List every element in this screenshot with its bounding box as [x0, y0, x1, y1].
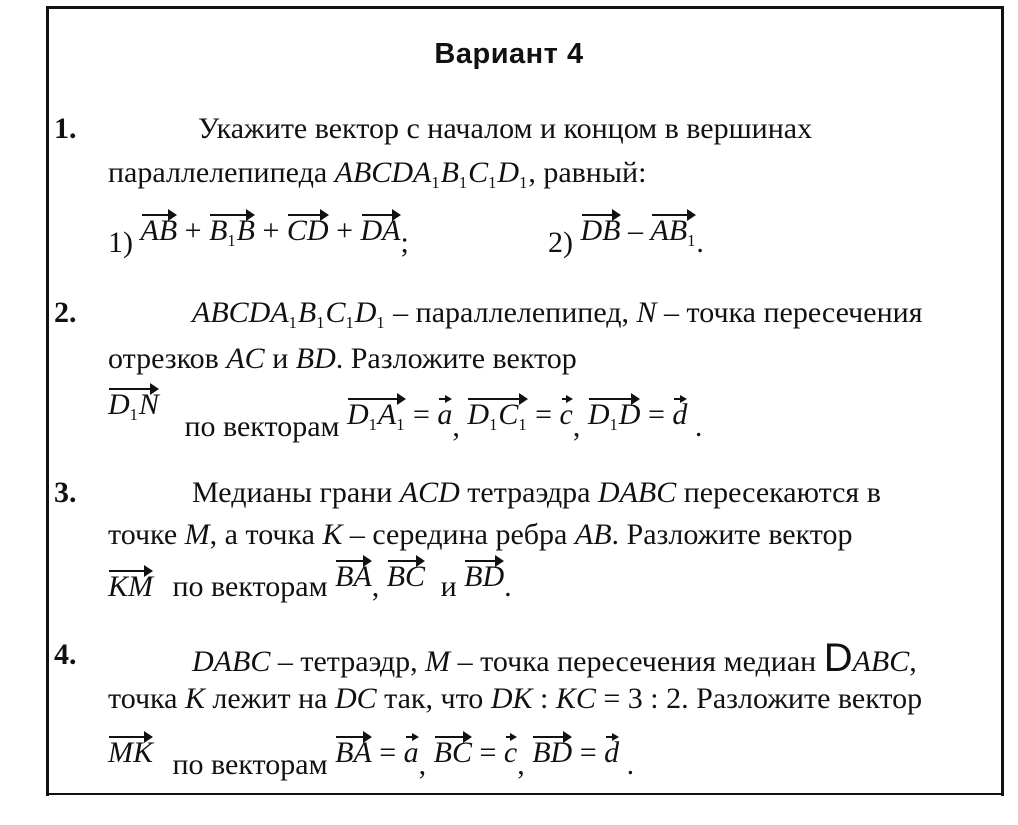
vector-da: DA	[360, 214, 401, 247]
p4-text-3: точка	[108, 682, 178, 715]
p3-text-5: , а точка	[209, 518, 315, 551]
bottom-rule	[46, 793, 1004, 795]
problem-3-line-2	[108, 518, 853, 552]
vector-d: d	[604, 736, 620, 769]
vector-ab: AB	[140, 214, 178, 247]
p3-text-7: . Разложите вектор	[611, 518, 853, 551]
p4-by-vectors: по векторам	[172, 748, 328, 781]
p2-text-3: отрезков	[108, 342, 219, 375]
vector-mk: MK	[108, 736, 153, 769]
triangle-symbol: D	[823, 636, 853, 680]
vector-d1d: $D_1D$	[587, 398, 641, 434]
edge-dc: DC	[334, 682, 377, 715]
p3-by-vectors: по векторам	[172, 570, 328, 603]
segment-kc: KC	[555, 682, 596, 715]
p4-text-1: – тетраэдр,	[277, 645, 418, 678]
problem-2-line-2	[108, 342, 577, 376]
p3-text-3: пересекаются в	[683, 476, 881, 509]
vector-c: c	[559, 398, 573, 431]
p4-text-6: = 3 : 2. Разложите вектор	[603, 682, 923, 715]
p3-text-6: – середина ребра	[349, 518, 568, 551]
problem-3-line-1	[192, 476, 881, 510]
point-k: К	[184, 682, 205, 715]
parallelepiped-name: $ABCDA_1B_1C_1D_1$	[192, 296, 385, 332]
problem-4-line-2: точка К лежит на DC так, что DK : KC = 3 : 2. Разложите вектор	[108, 682, 923, 715]
p2-by-vectors: по векторам	[184, 410, 340, 443]
parallelepiped-name: $ABCDA_1B_1C_1D_1$	[334, 156, 528, 192]
vector-db: DB	[580, 214, 621, 247]
problem-1-prefix: параллелепипеда	[108, 156, 328, 189]
problem-4-line-1: DABC – тетраэдр, M – точка пересечения медиан DABC,	[192, 636, 917, 680]
problem-3-number: 3.	[54, 476, 77, 509]
vector-km: KM	[108, 570, 153, 603]
problem-1-item-1: 1) AB + $B_1B$ + CD + DA;	[108, 214, 409, 259]
vector-ba: BA	[335, 560, 372, 593]
point-k: К	[322, 518, 343, 551]
p3-text-4: точке	[108, 518, 178, 551]
segment-ac: AC	[226, 342, 265, 375]
p2-text-1: – параллелепипед,	[393, 296, 630, 329]
tetrahedron-dabc: DABC	[192, 645, 271, 678]
point-n: N	[636, 296, 657, 329]
worksheet-title: Вариант 4	[434, 38, 584, 70]
triangle-abc: ABC	[852, 645, 910, 678]
p2-and: и	[272, 342, 289, 375]
item-1-label: 1)	[108, 226, 133, 259]
p3-and: и	[440, 570, 457, 603]
problem-2-line-3: $D_1N$ по векторам $D_1A_1 = a$, $D_1C_1 = c$, $D_1D = d$ .	[108, 388, 703, 443]
p2-text-4: . Разложите вектор	[335, 342, 577, 375]
p2-text-2: – точка пересечения	[664, 296, 923, 329]
item-2-label: 2)	[548, 226, 573, 259]
vector-bd: BD	[532, 736, 573, 769]
point-m: M	[184, 518, 210, 551]
problem-1-suffix: , равный:	[528, 156, 647, 189]
problem-2-number: 2.	[54, 296, 77, 329]
vector-d1n: $D_1N$	[108, 388, 159, 424]
p3-text-2: тетраэдра	[467, 476, 591, 509]
point-m: M	[425, 645, 451, 678]
vector-bd: BD	[464, 560, 505, 593]
vector-bc: BC	[433, 736, 472, 769]
vector-bc: BC	[386, 560, 426, 593]
vector-d1c1: $D_1C_1$	[467, 398, 527, 434]
segment-dk: DK	[490, 682, 533, 715]
problem-1-line-1: Укажите вектор с началом и концом в вершинах	[198, 112, 813, 145]
problem-4-line-3: MK по векторам BA = a, BC = c, BD = d .	[108, 736, 635, 781]
vector-cd: CD	[286, 214, 329, 247]
segment-bd: BD	[295, 342, 336, 375]
vector-b1b: $B_1B$	[209, 214, 255, 250]
edge-ab: AB	[574, 518, 612, 551]
problem-1-item-2: 2) DB – $AB_1$.	[548, 214, 704, 259]
p3-text-1: Медианы грани	[192, 476, 393, 509]
p4-text-2: – точка пересечения медиан	[457, 645, 817, 678]
vector-d: d	[672, 398, 688, 431]
problem-4-number: 4.	[54, 638, 77, 671]
vector-ba: BA	[335, 736, 372, 769]
problem-2-line-1	[192, 296, 923, 333]
vector-a: a	[403, 736, 419, 769]
problem-1-line-2	[108, 156, 646, 193]
tetrahedron-dabc: DABC	[597, 476, 677, 509]
problem-3-line-3: KM по векторам BA, BC и BD.	[108, 560, 512, 603]
p4-text-4: лежит на	[212, 682, 328, 715]
p4-text-5: так, что	[384, 682, 484, 715]
vector-d1a1: $D_1A_1$	[347, 398, 405, 434]
vector-c: c	[503, 736, 518, 769]
vector-a: a	[437, 398, 453, 431]
face-acd: ACD	[399, 476, 460, 509]
problem-1-number: 1.	[54, 112, 77, 145]
vector-ab1: $AB_1$	[650, 214, 696, 250]
